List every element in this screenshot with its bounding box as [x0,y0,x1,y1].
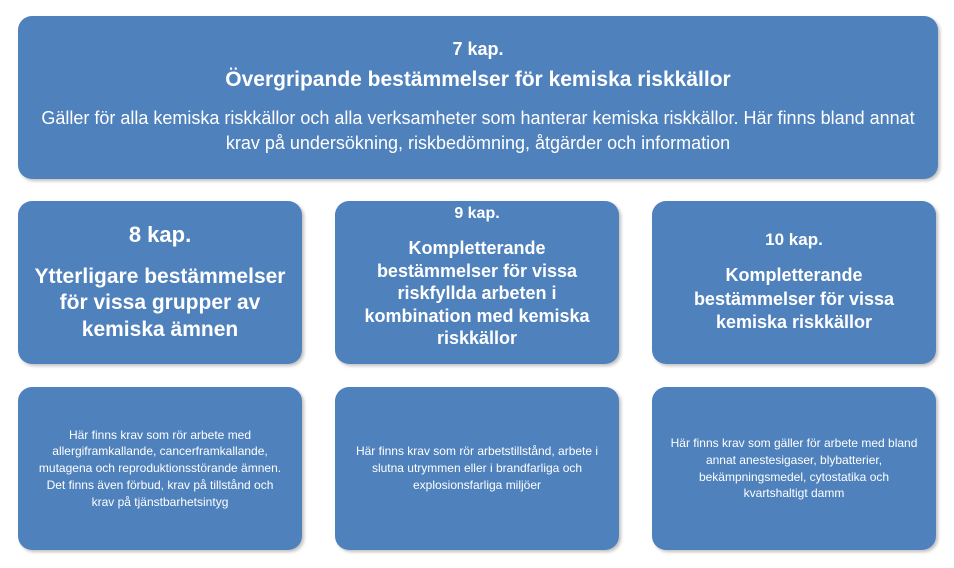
chapter-7-title: Övergripande bestämmelser för kemiska riskkällor [225,67,731,91]
chapter-10-title: Kompletterande bestämmelser för vissa kemiska riskkällor [693,265,895,333]
chapter-10-box [652,201,936,364]
chapter-10-description: Här finns krav som gäller för arbete med bland annat anestesigaser, blybatterier, bekämpningsmedel, cytostatika och kvartshaltigt damm [670,435,918,501]
chapter-7-number: 7 kap. [452,38,504,59]
chapter-7-box [18,16,938,179]
chapter-8-detail-box [18,387,302,550]
chapter-9-detail-box [335,387,619,550]
chapter-10-number: 10 kap. [765,230,823,250]
chapter-8-box [18,201,302,364]
chapter-9-box [335,201,619,364]
chapter-9-description: Här finns krav som rör arbetstillstånd, arbete i slutna utrymmen eller i brandfarliga och explosionsfarliga miljöer [355,444,599,492]
chapter-8-title: Ytterligare bestämmelser för vissa grupper av kemiska ämnen [34,265,286,341]
chapter-8-number: 8 kap. [128,222,192,248]
chapter-9-title: Kompletterande bestämmelser för vissa riskfyllda arbeten i kombination med kemiska riskkällor [364,238,590,348]
chapter-8-description: Här finns krav som rör arbete med allergiframkallande, cancerframkallande, mutagena och reproduktionsstörande ämnen. Det finns även förbud, krav på tillstånd och krav på tjänstbarhetsintyg [38,427,282,509]
chapter-9-number: 9 kap. [454,205,500,222]
chapter-10-detail-box [652,387,936,550]
chapter-7-description: Gäller för alla kemiska riskkällor och alla verksamheter som hanterar kemiska riskkällor. Här finns bland annat krav på undersökning, riskbedömning, åtgärder och information [41,107,915,153]
